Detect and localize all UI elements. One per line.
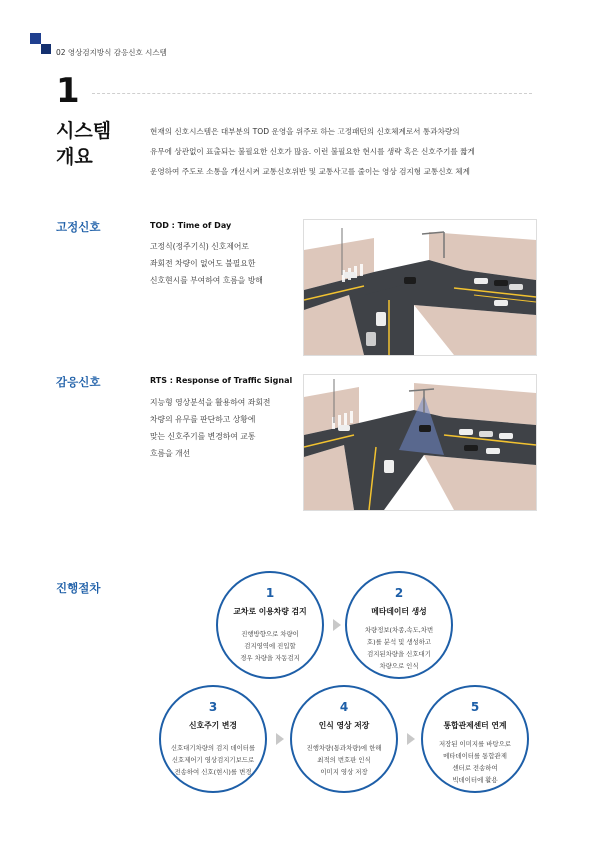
fixed-signal-intersection-illustration xyxy=(303,219,537,356)
step-description-line: 차량으로 인식 xyxy=(379,662,419,670)
description-line: 좌회전 차량이 없어도 불필요한 xyxy=(150,259,256,268)
step-description-line: 차량정보(차종,속도,차번 xyxy=(364,626,434,634)
description-line: 흐름을 개선 xyxy=(150,449,191,458)
actuated-signal-label: 감응신호 xyxy=(56,375,101,389)
procedure-step-1 xyxy=(216,571,324,679)
step-description-line: 전송하여 신호(현시)를 변경 xyxy=(174,768,252,776)
section-divider xyxy=(92,93,532,94)
procedure-step-2 xyxy=(345,571,453,679)
step-description-line: 이미지 영상 저장 xyxy=(320,768,368,776)
step-number: 2 xyxy=(394,586,404,600)
step-description xyxy=(167,742,259,778)
step-arrow xyxy=(276,733,284,745)
actuated-signal-intersection-illustration xyxy=(303,374,537,511)
section-title-line2: 개요 xyxy=(56,146,93,168)
running-header: 02 영상검지방식 감응신호 시스템 xyxy=(56,48,167,57)
logo-square-small xyxy=(41,44,51,54)
step-number: 3 xyxy=(208,700,218,714)
intro-line: 운영하여 주도로 소통을 개선시켜 교통신호위반 및 교통사고를 줄이는 영상 검지형 교통신호 체계 xyxy=(150,167,470,176)
step-description-line: 진행방향으로 차량이 xyxy=(241,630,299,638)
step-title: 인식 영상 저장 xyxy=(318,721,370,730)
step-title: 통합관제센터 연계 xyxy=(443,721,507,730)
section-number: 1 xyxy=(56,71,80,111)
description-line: 맞는 신호주기를 변경하여 교통 xyxy=(150,432,256,441)
description-line: 차량의 유무를 판단하고 상황에 xyxy=(150,415,256,424)
step-title: 교차로 이용차량 검지 xyxy=(233,607,307,616)
step-description-line: 신호제어기 영상검지기보드로 xyxy=(171,756,255,764)
description-line: 신호현시를 부여하여 흐름을 방해 xyxy=(150,276,263,285)
intro-paragraph xyxy=(150,122,550,182)
step-description xyxy=(230,628,310,664)
procedure-step-5 xyxy=(421,685,529,793)
procedure-label: 진행절차 xyxy=(56,581,101,595)
step-description xyxy=(300,742,388,778)
step-arrow xyxy=(333,619,341,631)
description-line: 고정식(정주기식) 신호제어로 xyxy=(150,242,249,251)
step-description-line: 경우 차량을 자동검지 xyxy=(240,654,300,662)
step-description-line: 진행차량(통과차량)에 한해 xyxy=(306,744,382,752)
section-title-line1: 시스템 xyxy=(56,120,112,142)
intro-line: 현재의 신호시스템은 대부분의 TOD 운영을 위주로 하는 고정패턴의 신호체계로서 통과차량의 xyxy=(150,127,460,136)
fixed-signal-label: 고정신호 xyxy=(56,220,101,234)
step-description xyxy=(359,624,439,672)
actuated-signal-description xyxy=(150,394,285,462)
step-description-line: 검지영역에 진입할 xyxy=(244,642,296,650)
section-title xyxy=(56,118,111,170)
step-title: 신호주기 변경 xyxy=(189,721,237,730)
step-description-line: 신호대기차량의 검지 데이터를 xyxy=(170,744,256,752)
step-description-line: 센터로 전송하여 xyxy=(452,764,498,772)
step-description-line: 메타데이터를 통합관제 xyxy=(443,752,507,760)
step-description-line: 빅데이터에 활용 xyxy=(452,776,498,784)
fixed-signal-subtitle: TOD : Time of Day xyxy=(150,221,232,230)
step-number: 5 xyxy=(470,700,480,714)
step-description xyxy=(431,738,519,786)
procedure-step-3 xyxy=(159,685,267,793)
logo-square-large xyxy=(30,33,41,44)
fixed-signal-description xyxy=(150,238,285,289)
actuated-signal-subtitle: RTS : Response of Traffic Signal xyxy=(150,376,293,385)
procedure-step-4 xyxy=(290,685,398,793)
step-description-line: 저장된 이미지를 바탕으로 xyxy=(439,740,511,748)
step-number: 1 xyxy=(265,586,275,600)
step-description-line: 호)를 분석 및 생성하고 xyxy=(366,638,432,646)
description-line: 지능형 영상분석을 활용하여 좌회전 xyxy=(150,398,271,407)
step-description-line: 검지된차량을 신호대기 xyxy=(367,650,431,658)
step-title: 메타데이터 생성 xyxy=(371,607,427,616)
step-arrow xyxy=(407,733,415,745)
intro-line: 유무에 상관없이 표출되는 불필요한 신호가 많음. 이런 불필요한 현시를 생략 혹은 신호주기를 짧게 xyxy=(150,147,475,156)
step-description-line: 최적의 번호판 인식 xyxy=(317,756,371,764)
step-number: 4 xyxy=(339,700,349,714)
